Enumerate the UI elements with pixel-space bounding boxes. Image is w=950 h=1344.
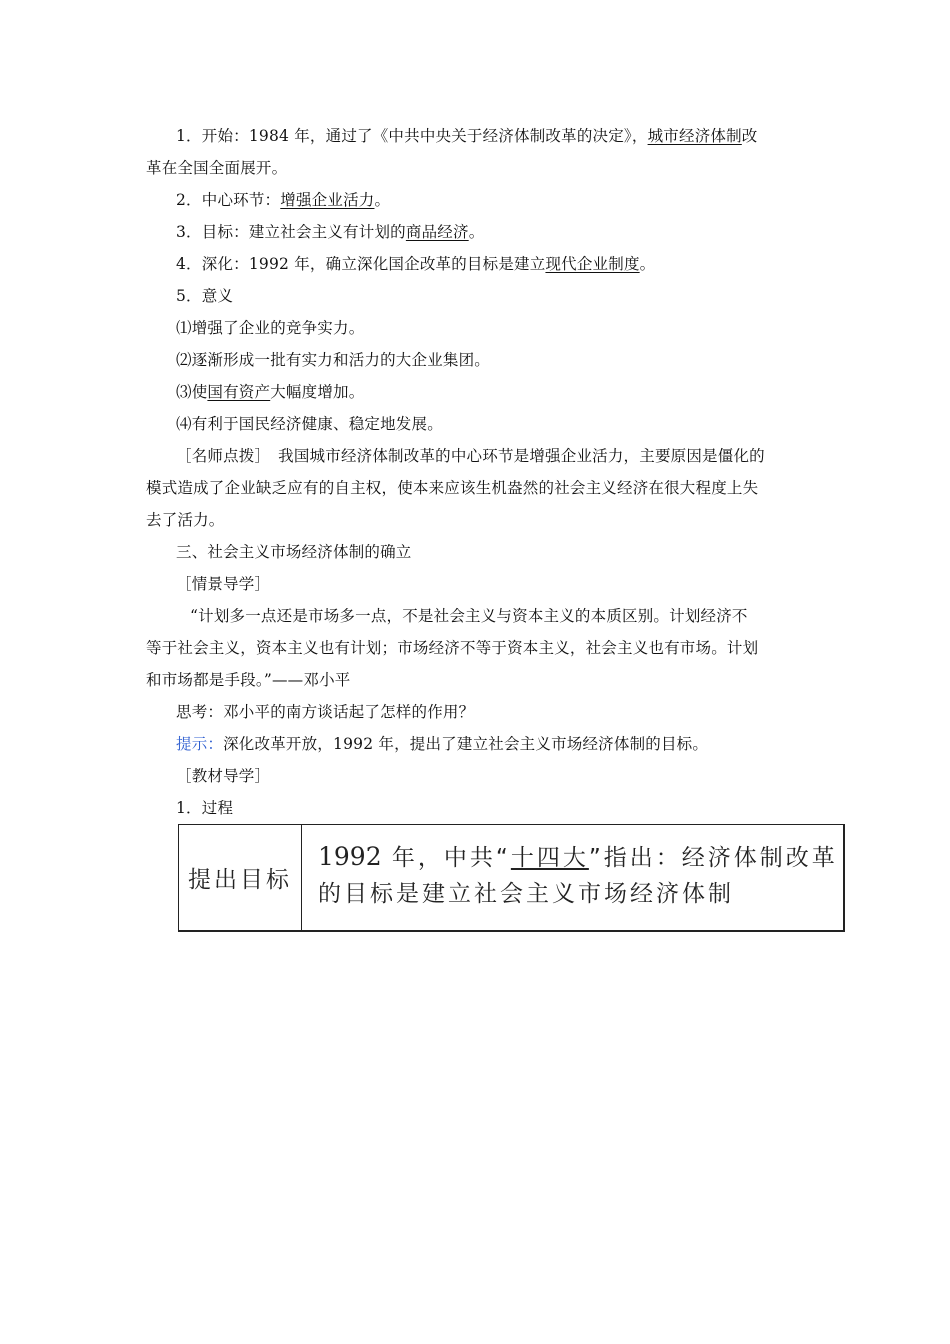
section-heading: 三、社会主义市场经济体制的确立 xyxy=(176,543,412,561)
process-table xyxy=(178,824,845,932)
underlined-term: 商品经济 xyxy=(405,223,469,241)
item-4: 4．深化：1992 年，确立深化国企改革的目标是建立现代企业制度。 xyxy=(176,255,656,273)
item-1-line-2: 革在全国全面展开。 xyxy=(146,159,288,177)
process-stage-label: 提出目标 xyxy=(179,825,302,930)
underlined-term: 国有资产 xyxy=(207,383,271,401)
process-stage-content xyxy=(302,825,843,930)
teacher-tip-line-1: ［名师点拨］ 我国城市经济体制改革的中心环节是增强企业活力，主要原因是僵化的 xyxy=(176,447,765,465)
item-3: 3．目标：建立社会主义有计划的商品经济。 xyxy=(176,223,485,241)
content-line-2: 的目标是建立社会主义市场经济体制 xyxy=(318,881,734,907)
process-heading: 1．过程 xyxy=(176,799,234,817)
item-2: 2．中心环节：增强企业活力。 xyxy=(176,191,391,209)
underlined-term: 现代企业制度 xyxy=(545,255,640,273)
quote-line-1: “计划多一点还是市场多一点，不是社会主义与资本主义的本质区别。计划经济不 xyxy=(190,607,748,625)
hint-label: 提示： xyxy=(176,735,224,753)
quote-line-2: 等于社会主义，资本主义也有计划；市场经济不等于资本主义，社会主义也有市场。计划 xyxy=(146,639,759,657)
quote-line-3: 和市场都是手段。”——邓小平 xyxy=(146,671,351,689)
teacher-tip-line-3: 去了活力。 xyxy=(146,511,225,529)
scene-guide-label: ［情景导学］ xyxy=(176,575,271,593)
textbook-guide-label: ［教材导学］ xyxy=(176,767,271,785)
significance-1: ⑴增强了企业的竞争实力。 xyxy=(176,319,365,337)
think-question: 思考：邓小平的南方谈话起了怎样的作用？ xyxy=(176,703,475,721)
item-1-line-1: 1．开始：1984 年，通过了《中共中央关于经济体制改革的决定》，城市经济体制改 xyxy=(176,127,758,145)
significance-3: ⑶使国有资产大幅度增加。 xyxy=(176,383,365,401)
significance-2: ⑵逐渐形成一批有实力和活力的大企业集团。 xyxy=(176,351,491,369)
teacher-tip-line-2: 模式造成了企业缺乏应有的自主权，使本来应该生机盎然的社会主义经济在很大程度上失 xyxy=(146,479,759,497)
underlined-term: 十四大 xyxy=(510,845,589,871)
content-line-1: 1992 年，中共“十四大”指出：经济体制改革 xyxy=(318,842,838,871)
significance-4: ⑷有利于国民经济健康、稳定地发展。 xyxy=(176,415,443,433)
item-5-heading: 5．意义 xyxy=(176,287,234,305)
underlined-term: 增强企业活力 xyxy=(280,191,375,209)
underlined-term: 城市经济体制 xyxy=(647,127,742,145)
hint-line: 提示：深化改革开放，1992 年，提出了建立社会主义市场经济体制的目标。 xyxy=(176,735,709,753)
